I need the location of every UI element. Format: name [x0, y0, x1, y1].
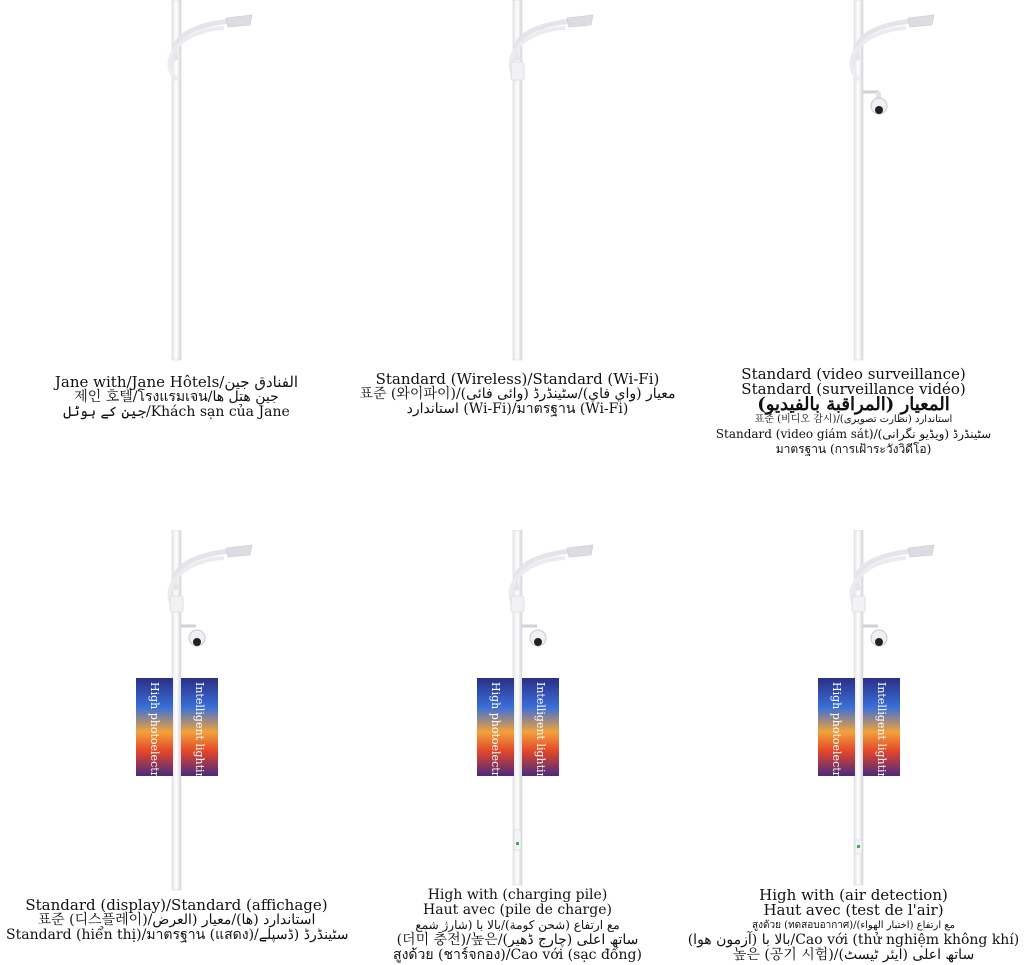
caption-line-5: สูงด้วย (ชาร์จกอง)/Cao với (sạc đống): [393, 947, 642, 963]
caption-line-2: Haut avec (test de l'air): [763, 901, 944, 919]
caption-line-3: المعيار (المراقبة بالفيديو): [757, 394, 950, 415]
caption-line-1: Standard (Wireless)/Standard (Wi-Fi): [375, 370, 660, 388]
banner-right-text: Intelligent lighting: [875, 682, 888, 787]
streetlight-pole-icon: [683, 530, 1024, 890]
panel-hotel: [6, 0, 347, 440]
caption-line-4: 표준 (비디오 감시)/استاندارد (نظارت تصویری): [754, 414, 953, 425]
banner-right-text: Intelligent lighting: [193, 682, 206, 787]
streetlight-pole-icon: [347, 530, 688, 890]
caption-line-2: 제인 호텔/โรงแรมเจน/جين هتل ها: [74, 389, 279, 405]
caption-line-3: جین کے ہوٹل/Khách sạn của Jane: [63, 404, 290, 420]
banner-left-text: High photoelectric: [489, 682, 502, 787]
caption-line-2: 표준 (디스플레이)/استاندارد (ها)/معيار (العرض: [37, 912, 316, 928]
caption-line-6: มาตรฐาน (การเฝ้าระวังวิดีโอ): [775, 442, 932, 456]
camera-icon: [534, 638, 542, 646]
camera-icon: [875, 638, 883, 646]
caption-line-1: High with (air detection): [759, 886, 948, 904]
caption-line-3: مع ارتفاع (شحن كومة)/بالا با (شارژ شمع: [415, 918, 620, 932]
streetlight-pole-icon: [6, 0, 347, 365]
panel-video: [683, 0, 1024, 470]
streetlight-pole-icon: [683, 0, 1024, 365]
caption-line-1: Standard (video surveillance): [741, 365, 966, 383]
streetlight-pole-icon: [347, 0, 688, 365]
caption-line-1: Standard (display)/Standard (affichage): [25, 896, 328, 914]
charging-port-icon: [516, 842, 519, 845]
caption-line-1: Jane with/Jane Hôtels/الفنادق جين: [54, 373, 299, 391]
caption-line-5: 높은 (공기 시험)/ساتھ اعلی (ایئر ٹیسٹ): [732, 947, 975, 963]
caption-line-3: สูงด้วย (ทดสอบอากาศ)/مع ارتفاع (اختبار الهواء): [752, 920, 955, 931]
caption-line-3: استاندارد (Wi-Fi)/มาตรฐาน (Wi-Fi): [406, 401, 629, 417]
caption-line-4: بالا با (آزمون هوا)/Cao với (thử nghiệm không khí): [687, 932, 1020, 948]
banner-left-text: High photoelectric: [830, 682, 843, 787]
panel-charging: [347, 530, 688, 965]
caption-line-1: High with (charging pile): [427, 887, 608, 903]
streetlight-pole-icon: [6, 530, 347, 895]
banner-right-text: Intelligent lighting: [534, 682, 547, 787]
caption-line-4: (더미 충전)/높은/ساتھ اعلی (چارج ڈھیر): [396, 932, 639, 948]
caption-line-5: Standard (video giám sát)/سٹینڈرڈ (ویڈیو نگرانی): [715, 427, 992, 441]
banner-left-text: High photoelectric: [148, 682, 161, 787]
camera-icon: [193, 638, 201, 646]
caption-line-2: Haut avec (pile de charge): [423, 902, 612, 918]
panel-air: [683, 530, 1024, 965]
wifi-module-icon: [511, 62, 524, 80]
caption-line-3: Standard (hiển thị)/มาตรฐาน (แสดง)/سٹینڈرڈ (ڈسپلے: [6, 927, 349, 943]
air-sensor-icon: [857, 845, 860, 848]
caption-line-2: Standard (surveillance vidéo): [741, 380, 966, 398]
panel-display: [6, 530, 347, 965]
camera-icon: [875, 106, 883, 114]
panel-wifi: [347, 0, 688, 440]
caption-line-2: 표준 (와이파이)/معيار (واي فاي)/سٹینڈرڈ (وائی فائی): [359, 386, 676, 402]
